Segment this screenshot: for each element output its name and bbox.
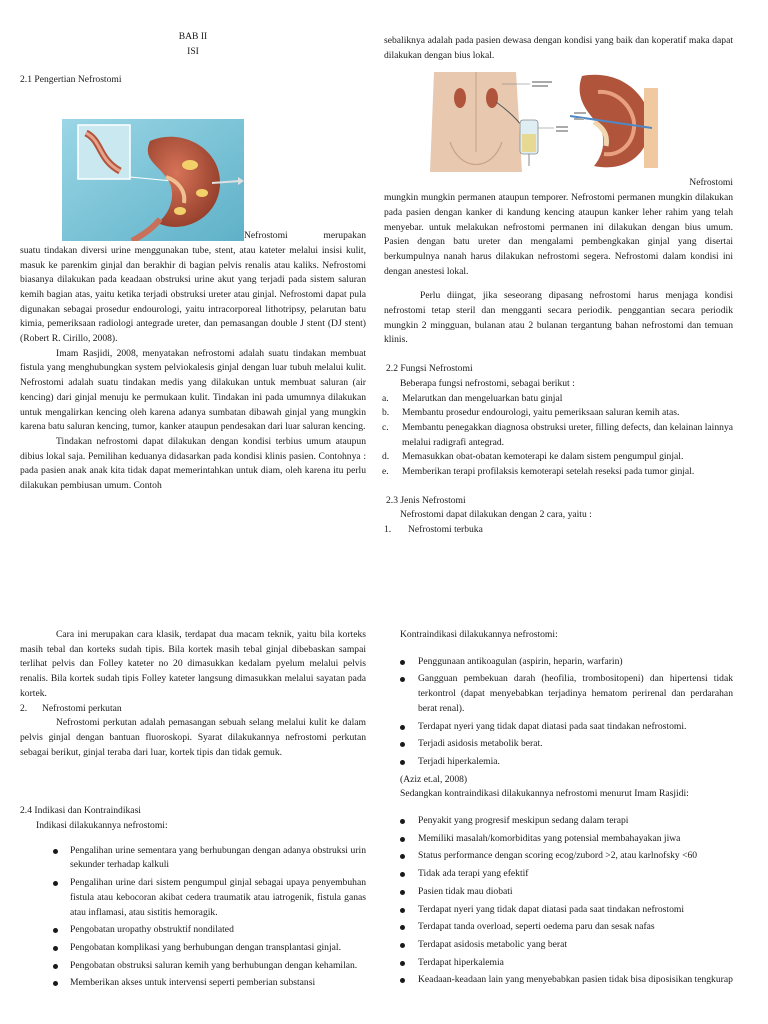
list-marker: a. — [382, 392, 389, 404]
left-column-top — [20, 30, 366, 494]
contraindication-item: Terjadi hiperkalemia. — [384, 755, 733, 770]
indication-list — [20, 844, 366, 991]
nephrostomy-figure-svg — [430, 72, 662, 172]
left-column-bottom — [20, 628, 366, 994]
contraindication-item: Terjadi asidosis metabolik berat. — [384, 737, 733, 752]
rasjidi-contraindication-item: Memiliki masalah/komorbiditas yang potensial membahayakan jiwa — [384, 832, 733, 847]
paragraph-anesthesia-continued: sebaliknya adalah pada pasien dewasa dengan kondisi yang baik dan koperatif maka dapat dilakukan dengan bius lokal. — [384, 35, 733, 61]
indication-item: Memberikan akses untuk intervensi seperti pemberian substansi — [20, 976, 366, 991]
paragraph-rasjidi: Imam Rasjidi, 2008, menyatakan nefrostomi adalah suatu tindakan membuat fistula yang menghubungkan system pelviokalesis ginjal dengan luar tubuh melalui kulit. Nefrostomi adalah suatu tindakan medis yang dilakukan untuk membuat saluran (air kencing) dari ginjal menuju ke permukaan kulit. Tindakan ini pada umumnya dilakukan untuk mengalirkan kencing oleh karena adanya sumbatan dibawah ginjal yang mungkin karena batu saluran kencing, tumor, kanker ataupun pendesakan dari luar saluran kencing. — [20, 347, 366, 433]
function-item-text: Membantu prosedur endourologi, yaitu pemeriksaan saluran kemih atas. — [402, 407, 680, 419]
lead-word: Nefrostomi — [244, 230, 288, 242]
indication-item: Pengalihan urine dari sistem pengumpul ginjal sebagai upaya penyembuhan fistula atau kebocoran akibat cedera traumatik atau iatrogenik, fistula ganas atau inflamasi, atau sistitis hemoragik. — [20, 876, 366, 920]
contraindication-list — [384, 655, 733, 770]
function-item-text: Melarutkan dan mengeluarkan batu ginjal — [402, 392, 563, 404]
rasjidi-contraindication-item: Terdapat nyeri yang tidak dapat diatasi pada saat tindakan nefrostomi — [384, 903, 733, 918]
right-column-bottom — [384, 628, 733, 991]
function-item-text: Memasukkan obat-obatan kemoterapi ke dalam sistem pengumpul ginjal. — [402, 451, 684, 463]
list-item — [20, 702, 366, 717]
rasjidi-contraindication-item: Status performance dengan scoring ecog/zubord >2, atau karlnofsky <60 — [384, 849, 733, 864]
indication-item: Pengobatan komplikasi yang berhubungan dengan transplantasi ginjal. — [20, 941, 366, 956]
kidney-figure-svg — [62, 119, 244, 241]
rasjidi-contraindication-item: Tidak ada terapi yang efektif — [384, 867, 733, 882]
rasjidi-contraindication-item: Terdapat asidosis metabolic yang berat — [384, 938, 733, 953]
section-2-2-intro: Beberapa fungsi nefrostomi, sebagai berikut : — [400, 377, 575, 389]
contraindication-item: Penggunaan antikoagulan (aspirin, heparin, warfarin) — [384, 655, 733, 670]
kidney-illustration — [62, 119, 244, 241]
type-open-nephrostomy: Nefrostomi terbuka — [408, 524, 483, 536]
list-item — [384, 523, 733, 538]
rasjidi-contraindication-item: Terdapat tanda overload, seperti oedema paru dan sesak nafas — [384, 920, 733, 935]
function-item — [384, 450, 733, 465]
citation: (Aziz et.al, 2008) — [400, 773, 468, 785]
rasjidi-contraindication-list — [384, 814, 733, 988]
chapter-label: BAB II — [178, 31, 208, 42]
nephrostomy-illustration — [430, 72, 662, 172]
lead-word-2: merupakan — [323, 230, 366, 242]
function-item-text: Memberikan terapi profilaksis kemoterapi setelah reseksi pada tumor ginjal. — [402, 466, 695, 478]
contraindication-item: Terdapat nyeri yang tidak dapat diatasi pada saat tindakan nefrostomi. — [384, 720, 733, 735]
section-2-4-title: 2.4 Indikasi dan Kontraindikasi — [20, 805, 141, 817]
section-2-3-intro: Nefrostomi dapat dilakukan dengan 2 cara, yaitu : — [400, 509, 592, 521]
list-marker: 1. — [384, 524, 392, 536]
function-item — [384, 465, 733, 480]
list-marker: 2. — [20, 702, 28, 714]
contraindication-item: Gangguan pembekuan darah (heofilia, trombositopeni) dan hipertensi tidak terkontrol (dapat menyebabkan terjadinya hematom perirenal dan perdarahan berat renal). — [384, 672, 733, 716]
list-marker: b. — [382, 407, 390, 419]
indication-item: Pengalihan urine sementara yang berhubungan dengan adanya obstruksi urin sekunder terhadap kalkuli — [20, 844, 366, 873]
list-marker: d. — [382, 451, 390, 463]
open-nephrostomy-description: Cara ini merupakan cara klasik, terdapat dua macam teknik, yaitu bila korteks masih tebal dan korteks sudah tipis. Bila kortek masih tebal ginjal dibebaskan sampai terlihat pelvis dan Folley kateter no 20 dimasukkan kedalam pyelum melalui pelvis renalis. Bila kortek sudah tipis Folley kateter langsung dimasukkan melalui sayatan pada kortek. — [20, 629, 366, 699]
paragraph-definition-text: suatu tindakan diversi urine menggunakan tube, stent, atau kateter melalui insisi kulit, masuk ke parenkim ginjal dan berakhir di bagian pelvis renalis atau kaliks. Nefrostomi biasanya dilakukan pada keadaan obstruksi urine akut yang terjadi pada sistem saluran kemih bagian atas, yaitu ketika terjadi obstruksi ureter atau ginjal. Nefrostomi dapat pula digunakan sebagai prosedur endourologi, yaitu intracorporeal lithotripsy, pelarutan batu kimia, pemeriksaan radiologi antegrade ureter, dan pemasangan double J stent (DJ stent) (Robert R. Cirillo, 2008). — [20, 244, 366, 345]
function-list — [384, 392, 733, 480]
list-marker: e. — [382, 466, 389, 478]
type-list-1 — [384, 523, 733, 538]
list-marker: c. — [382, 421, 389, 433]
function-item — [384, 421, 733, 450]
paragraph-maintenance: Perlu diingat, jika seseorang dipasang nefrostomi harus menjaga kondisi nefrostomi tetap steril dan mengganti secara periodik. penggantian secara periodik mungkin 2 mingguan, bulanan atau 2 bulanan tergantung bahan nefrostomi dan temuan klinis. — [384, 290, 733, 346]
indication-intro: Indikasi dilakukannya nefrostomi: — [36, 820, 168, 832]
function-item-text: Membantu penegakkan diagnosa obstruksi ureter, filling defects, dan kelainan lainnya melalui radigrafi antegrad. — [402, 421, 733, 448]
function-item — [384, 406, 733, 421]
contraindication-intro: Kontraindikasi dilakukannya nefrostomi: — [400, 629, 558, 640]
indication-item: Pengobatan obstruksi saluran kemih yang berhubungan dengan kehamilan. — [20, 959, 366, 974]
section-2-3-title: 2.3 Jenis Nefrostomi — [386, 494, 466, 506]
paragraph-definition — [20, 229, 366, 347]
lead-word-nefrostomi: Nefrostomi — [689, 177, 733, 189]
type-list-2 — [20, 702, 366, 717]
section-2-1-title: 2.1 Pengertian Nefrostomi — [20, 74, 122, 86]
rasjidi-contraindication-intro: Sedangkan kontraindikasi dilakukannya nefrostomi menurut Imam Rasjidi: — [400, 788, 689, 800]
type-percutaneous-nephrostomy: Nefrostomi perkutan — [42, 702, 122, 714]
function-item — [384, 392, 733, 407]
rasjidi-contraindication-item: Keadaan-keadaan lain yang menyebabkan pasien tidak bisa diposisikan tengkurap — [384, 973, 733, 988]
paragraph-anesthesia: Tindakan nefrostomi dapat dilakukan dengan kondisi terbius umum ataupun dibius lokal saja. Pemilihan keduanya didasarkan pada kondisi klinis pasien. Contohnya : pada pasien anak anak kita tidak dapat memerintahkan untuk diam, oleh karena itu perlu dilakukan pembiusan umum. Contoh — [20, 435, 366, 492]
section-2-2-title: 2.2 Fungsi Nefrostomi — [386, 363, 473, 375]
percutaneous-description: Nefrostomi perkutan adalah pemasangan sebuah selang melalui kulit ke dalam pelvis ginjal dengan bantuan fluoroskopi. Syarat dilakukannya nefrostomi perkutan sebagai berikut, ginjal teraba dari luar, kortek tipis dan tidak gemuk. — [20, 717, 366, 758]
indication-item: Pengobatan uropathy obstruktif nondilated — [20, 923, 366, 938]
rasjidi-contraindication-item: Pasien tidak mau diobati — [384, 885, 733, 900]
rasjidi-contraindication-item: Terdapat hiperkalemia — [384, 956, 733, 971]
rasjidi-contraindication-item: Penyakit yang progresif meskipun sedang dalam terapi — [384, 814, 733, 829]
chapter-subtitle: ISI — [187, 45, 199, 57]
paragraph-permanent: mungkin mungkin permanen ataupun temporer. Nefrostomi permanen mungkin dilakukan pada pasien dengan kanker di kandung kencing ataupun kanker leher rahim yang telah menyebar. untuk melakukan nefrostomi permanen ini dilakukan dengan bius umum. Pasien dengan batu ureter dan mengalami pembengkakan ginjal yang disertai berkumpulnya nanah harus dilakukan nefrostomi segera. Nefrostomi dalam kondisi ini dengan anestesi lokal. — [384, 192, 733, 277]
